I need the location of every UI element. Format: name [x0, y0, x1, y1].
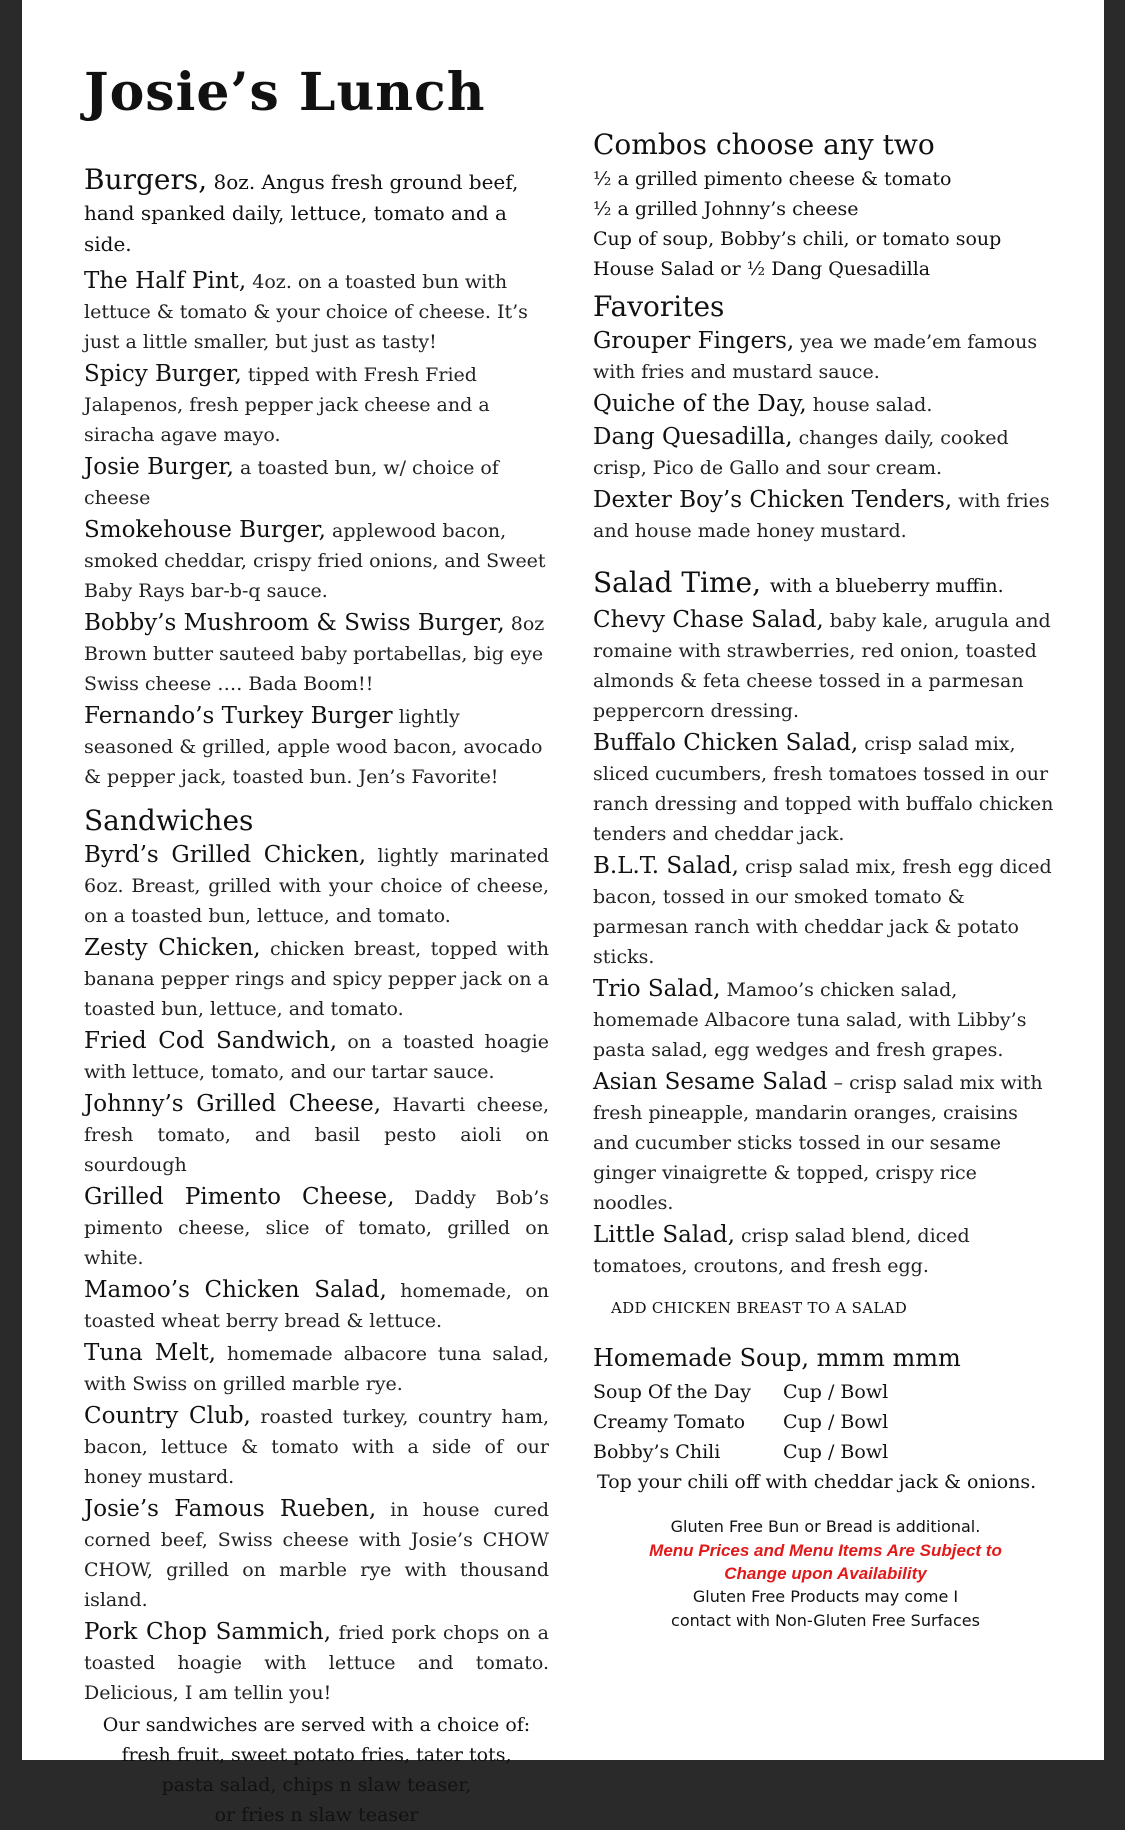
item-name: Fried Cod Sandwich,: [84, 1028, 338, 1054]
menu-item: [593, 1220, 1058, 1281]
sandwiches-list: [84, 840, 549, 1708]
burgers-list: [84, 266, 549, 792]
menu-item: [593, 728, 1058, 849]
combo-option: ½ a grilled Johnny’s cheese: [593, 198, 859, 220]
item-name: Tuna Melt,: [84, 1340, 216, 1366]
sandwich-sides-note: [84, 1710, 549, 1830]
menu-item: [84, 1089, 549, 1180]
soup-size: Cup / Bowl: [783, 1381, 889, 1403]
item-name: B.L.T. Salad,: [593, 853, 739, 879]
favorites-list: [593, 326, 1058, 546]
menu-item: [593, 485, 1058, 546]
menu-item: [84, 840, 549, 931]
sandwiches-heading: Sandwiches: [84, 804, 254, 837]
soup-heading: Homemade Soup, mmm mmm: [593, 1344, 961, 1372]
availability-warning: Menu Prices and Menu Items Are Subject to: [649, 1541, 1002, 1560]
item-name: Grilled Pimento Cheese,: [84, 1184, 395, 1210]
item-name: Dexter Boy’s Chicken Tenders,: [593, 487, 953, 513]
item-desc: baby kale, arugula and romaine with strawberries, red onion, toasted almonds & feta cheese tossed in a parmesan peppercorn dressing.: [593, 610, 1051, 722]
menu-item: [593, 851, 1058, 972]
item-desc: homemade, on toasted wheat berry bread & lettuce.: [84, 1280, 549, 1332]
item-name: Josie Burger,: [84, 454, 234, 480]
menu-title: Josie’s Lunch: [84, 62, 486, 123]
item-name: Trio Salad,: [593, 976, 721, 1002]
item-name: Smokehouse Burger,: [84, 517, 326, 543]
add-chicken-note: ADD CHICKEN BREAST TO A SALAD: [611, 1299, 908, 1317]
item-desc: applewood bacon, smoked cheddar, crispy fried onions, and Sweet Baby Rays bar-b-q sauce.: [84, 520, 546, 602]
item-name: Grouper Fingers,: [593, 328, 795, 354]
item-name: Zesty Chicken,: [84, 935, 261, 961]
sides-line: Our sandwiches are served with a choice of:: [102, 1714, 531, 1736]
soup-name: Creamy Tomato: [593, 1411, 746, 1433]
soup-row: [593, 1407, 1058, 1437]
availability-warning-2: Change upon Availability: [724, 1564, 927, 1583]
item-desc: crisp salad blend, diced tomatoes, croutons, and fresh egg.: [593, 1225, 970, 1277]
item-name: Dang Quesadilla,: [593, 424, 793, 450]
salads-heading-text: Salad Time,: [593, 566, 761, 599]
item-desc: a toasted bun, w/ choice of cheese: [84, 457, 499, 509]
item-name: Byrd’s Grilled Chicken,: [84, 842, 367, 868]
item-name: Little Salad,: [593, 1222, 735, 1248]
menu-item: [84, 1026, 549, 1087]
menu-item: [84, 1401, 549, 1492]
menu-item: [84, 266, 549, 357]
menu-item: [84, 1617, 549, 1708]
burgers-intro: [84, 164, 549, 260]
item-name: Pork Chop Sammich,: [84, 1619, 332, 1645]
item-name: Josie’s Famous Rueben,: [84, 1496, 377, 1522]
combos-list: [593, 164, 1058, 284]
menu-item: [593, 1067, 1058, 1218]
item-desc: crisp salad mix, fresh egg diced bacon, tossed in our smoked tomato & parmesan ranch with cheddar jack & potato sticks.: [593, 856, 1052, 968]
item-name: Spicy Burger,: [84, 361, 242, 387]
item-desc: on a toasted hoagie with lettuce, tomato, and our tartar sauce.: [84, 1031, 549, 1083]
item-name: Mamoo’s Chicken Salad,: [84, 1277, 387, 1303]
salads-heading: [593, 568, 1058, 601]
gluten-contact-note: Gluten Free Products may come I: [692, 1587, 959, 1606]
combo-option: Cup of soup, Bobby’s chili, or tomato soup: [593, 228, 1002, 250]
menu-item: [593, 605, 1058, 726]
item-desc: in house cured corned beef, Swiss cheese with Josie’s CHOW CHOW, grilled on marble rye with thousand island.: [84, 1499, 549, 1611]
item-name: The Half Pint,: [84, 268, 247, 294]
sides-line: pasta salad, chips n slaw teaser,: [161, 1774, 472, 1796]
item-desc: crisp salad mix, sliced cucumbers, fresh tomatoes tossed in our ranch dressing and topped with buffalo chicken tenders and cheddar jack.: [593, 733, 1054, 845]
gluten-bun-note: Gluten Free Bun or Bread is additional.: [670, 1517, 981, 1536]
combo-option: House Salad or ½ Dang Quesadilla: [593, 258, 931, 280]
item-desc: house salad.: [812, 394, 933, 416]
burgers-intro-text: 8oz. Angus fresh ground beef, hand spanked daily, lettuce, tomato and a side.: [84, 170, 519, 256]
menu-item: [84, 1338, 549, 1399]
menu-item: [84, 359, 549, 450]
left-column: [84, 164, 549, 1830]
item-name: Asian Sesame Salad: [593, 1069, 828, 1095]
item-desc: Havarti cheese, fresh tomato, and basil pesto aioli on sourdough: [84, 1094, 549, 1176]
menu-notes: [593, 1515, 1058, 1633]
soup-name: Soup Of the Day: [593, 1381, 751, 1403]
item-desc: with fries and house made honey mustard.: [593, 490, 1050, 542]
item-desc: roasted turkey, country ham, bacon, lettuce & tomato with a side of our honey mustard.: [84, 1406, 549, 1488]
soup-row: [593, 1437, 1058, 1467]
burgers-heading: Burgers,: [84, 163, 208, 196]
item-desc: fried pork chops on a toasted hoagie with lettuce and tomato. Delicious, I am tellin you!: [84, 1622, 550, 1704]
menu-item: [84, 452, 549, 513]
sides-line: or fries n slaw teaser: [214, 1804, 419, 1826]
favorites-heading: Favorites: [593, 290, 725, 323]
item-desc: – crisp salad mix with fresh pineapple, mandarin oranges, craisins and cucumber sticks tossed in our sesame ginger vinaigrette & topped, crispy rice noodles.: [593, 1072, 1043, 1214]
soup-size: Cup / Bowl: [783, 1411, 889, 1433]
item-name: Johnny’s Grilled Cheese,: [84, 1091, 382, 1117]
soup-row: [593, 1377, 1058, 1407]
item-desc: lightly seasoned & grilled, apple wood bacon, avocado & pepper jack, toasted bun. Jen’s Favorite!: [84, 706, 543, 788]
menu-item: [593, 326, 1058, 387]
menu-item: [84, 515, 549, 606]
item-name: Chevy Chase Salad,: [593, 607, 824, 633]
menu-item: [84, 608, 549, 699]
menu-item: [593, 422, 1058, 483]
menu-item: [84, 701, 549, 792]
item-desc: changes daily, cooked crisp, Pico de Gallo and sour cream.: [593, 427, 1009, 479]
menu-item: [84, 933, 549, 1024]
item-desc: chicken breast, topped with banana pepper rings and spicy pepper jack on a toasted bun, lettuce, and tomato.: [84, 938, 549, 1020]
item-desc: lightly marinated 6oz. Breast, grilled with your choice of cheese, on a toasted bun, lettuce, and tomato.: [84, 845, 549, 927]
menu-item: [84, 1275, 549, 1336]
menu-item: [84, 1182, 549, 1273]
item-name: Country Club,: [84, 1403, 251, 1429]
item-desc: 8oz Brown butter sauteed baby portabellas, big eye Swiss cheese …. Bada Boom!!: [84, 613, 545, 695]
soup-list: [593, 1377, 1058, 1497]
item-name: Quiche of the Day,: [593, 391, 807, 417]
salads-list: [593, 605, 1058, 1281]
chili-topping-note: Top your chili off with cheddar jack & onions.: [597, 1471, 1037, 1493]
item-desc: yea we made’em famous with fries and mustard sauce.: [593, 331, 1038, 383]
combo-option: ½ a grilled pimento cheese & tomato: [593, 168, 952, 190]
item-desc: tipped with Fresh Fried Jalapenos, fresh pepper jack cheese and a siracha agave mayo.: [84, 364, 490, 446]
menu-item: [84, 1494, 549, 1615]
soup-name: Bobby’s Chili: [593, 1441, 721, 1463]
menu-item: [593, 389, 1058, 420]
menu-item: [593, 974, 1058, 1065]
item-desc: 4oz. on a toasted bun with lettuce & tomato & your choice of cheese. It’s just a little smaller, but just as tasty!: [84, 271, 528, 353]
item-name: Fernando’s Turkey Burger: [84, 703, 393, 729]
right-column: [593, 130, 1058, 1633]
salads-subheading: with a blueberry muffin.: [769, 575, 1004, 597]
gluten-contact-note-2: contact with Non-Gluten Free Surfaces: [671, 1611, 980, 1630]
soup-size: Cup / Bowl: [783, 1441, 889, 1463]
sides-line: fresh fruit, sweet potato fries, tater tots,: [121, 1744, 512, 1766]
item-name: Buffalo Chicken Salad,: [593, 730, 859, 756]
menu-page: [22, 0, 1104, 1826]
item-desc: homemade albacore tuna salad, with Swiss on grilled marble rye.: [84, 1343, 550, 1395]
combos-heading: Combos choose any two: [593, 128, 935, 161]
item-name: Bobby’s Mushroom & Swiss Burger,: [84, 610, 505, 636]
item-desc: Daddy Bob’s pimento cheese, slice of tomato, grilled on white.: [84, 1187, 549, 1269]
item-desc: Mamoo’s chicken salad, homemade Albacore tuna salad, with Libby’s pasta salad, egg wedges and fresh grapes.: [593, 979, 1027, 1061]
